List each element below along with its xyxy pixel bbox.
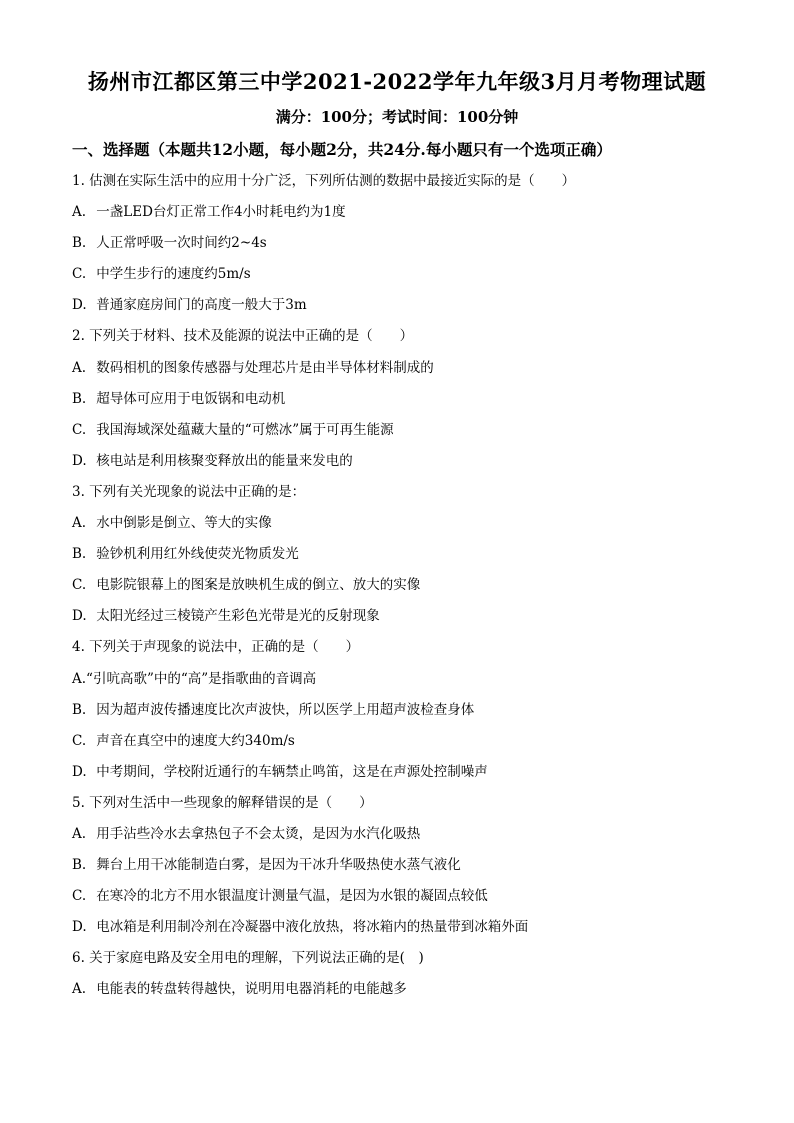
option-text: 水中倒影是倒立、等大的实像 bbox=[96, 515, 272, 532]
option-label: A. bbox=[72, 825, 87, 842]
option-label: A. bbox=[72, 515, 87, 532]
answer-option bbox=[72, 231, 732, 262]
answer-option bbox=[72, 915, 732, 946]
answer-option bbox=[72, 200, 732, 231]
option-label: B. bbox=[72, 390, 87, 407]
option-label: A. bbox=[72, 981, 87, 998]
answer-option bbox=[72, 387, 732, 418]
option-label: B. bbox=[72, 857, 87, 874]
option-text: 人正常呼吸一次时间约2~4s bbox=[96, 235, 267, 252]
page-title: 扬州市江都区第三中学2021-2022学年九年级3月月考物理试题 bbox=[87, 69, 707, 94]
answer-option bbox=[72, 356, 732, 387]
option-text: 声音在真空中的速度大约340m/s bbox=[96, 732, 295, 749]
answer-option bbox=[72, 511, 732, 542]
answer-option bbox=[72, 418, 732, 449]
question-stem: 5. 下列对生活中一些现象的解释错误的是（ ） bbox=[72, 794, 373, 811]
answer-option bbox=[72, 293, 732, 324]
option-label: C. bbox=[72, 266, 87, 283]
question-list bbox=[72, 169, 732, 1009]
option-text: 中学生步行的速度约5m/s bbox=[96, 266, 251, 283]
answer-option bbox=[72, 262, 732, 293]
exam-info: 满分：100分；考试时间：100分钟 bbox=[275, 108, 519, 126]
question-stem: 4. 下列关于声现象的说法中，正确的是（ ） bbox=[72, 639, 360, 656]
option-text: 普通家庭房间门的高度一般大于3m bbox=[96, 297, 307, 314]
answer-option bbox=[72, 604, 732, 635]
option-text: 电影院银幕上的图案是放映机生成的倒立、放大的实像 bbox=[96, 577, 421, 594]
option-label: C. bbox=[72, 421, 87, 438]
question-stem: 3. 下列有关光现象的说法中正确的是： bbox=[72, 483, 306, 500]
option-text: 超导体可应用于电饭锅和电动机 bbox=[96, 390, 286, 407]
answer-option bbox=[72, 573, 732, 604]
option-label: D. bbox=[72, 297, 87, 314]
option-text: 核电站是利用核聚变释放出的能量来发电的 bbox=[96, 452, 353, 469]
option-text: 电冰箱是利用制冷剂在冷凝器中液化放热，将冰箱内的热量带到冰箱外面 bbox=[96, 919, 529, 936]
answer-option bbox=[72, 729, 732, 760]
option-text: 中考期间，学校附近通行的车辆禁止鸣笛，这是在声源处控制噪声 bbox=[96, 763, 488, 780]
option-label: A. bbox=[72, 204, 87, 221]
answer-option bbox=[72, 667, 732, 698]
option-text: 电能表的转盘转得越快，说明用电器消耗的电能越多 bbox=[96, 981, 407, 998]
option-label: A. bbox=[72, 359, 87, 376]
option-text: 我国海域深处蕴藏大量的“可燃冰”属于可再生能源 bbox=[96, 421, 394, 438]
option-label: B. bbox=[72, 546, 87, 563]
question-stem: 1. 估测在实际生活中的应用十分广泛，下列所估测的数据中最接近实际的是（ ） bbox=[72, 173, 576, 189]
option-label: C. bbox=[72, 732, 87, 749]
option-label: D. bbox=[72, 763, 87, 780]
answer-option bbox=[72, 853, 732, 884]
option-label: A. bbox=[72, 670, 87, 687]
option-text: 在寒冷的北方不用水银温度计测量气温，是因为水银的凝固点较低 bbox=[96, 888, 488, 905]
option-text: 舞台上用干冰能制造白雾，是因为干冰升华吸热使水蒸气液化 bbox=[96, 857, 461, 874]
question-stem: 6. 关于家庭电路及安全用电的理解，下列说法正确的是( ) bbox=[72, 950, 424, 967]
answer-option bbox=[72, 698, 732, 729]
answer-option bbox=[72, 884, 732, 915]
option-label: D. bbox=[72, 919, 87, 936]
answer-option bbox=[72, 542, 732, 573]
option-label: C. bbox=[72, 577, 87, 594]
option-text: 数码相机的图象传感器与处理芯片是由半导体材料制成的 bbox=[96, 359, 434, 376]
option-label: C. bbox=[72, 888, 87, 905]
option-label: B. bbox=[72, 235, 87, 252]
option-label: D. bbox=[72, 608, 87, 625]
question-stem: 2. 下列关于材料、技术及能源的说法中正确的是（ ） bbox=[72, 328, 414, 345]
option-text: 因为超声波传播速度比次声波快，所以医学上用超声波检查身体 bbox=[96, 701, 475, 718]
option-text: 一盏LED台灯正常工作4小时耗电约为1度 bbox=[96, 204, 346, 221]
option-text: 验钞机利用红外线使荧光物质发光 bbox=[96, 546, 299, 563]
answer-option bbox=[72, 449, 732, 480]
answer-option bbox=[72, 822, 732, 853]
option-text: “引吭高歌”中的“高”是指歌曲的音调高 bbox=[86, 670, 317, 687]
answer-option bbox=[72, 977, 732, 1008]
section-heading: 一、选择题（本题共12小题，每小题2分，共24分.每小题只有一个选项正确） bbox=[72, 140, 612, 159]
answer-option bbox=[72, 760, 732, 791]
option-text: 用手沾些冷水去拿热包子不会太烫，是因为水汽化吸热 bbox=[96, 825, 421, 842]
option-label: B. bbox=[72, 701, 87, 718]
option-text: 太阳光经过三棱镜产生彩色光带是光的反射现象 bbox=[96, 608, 380, 625]
option-label: D. bbox=[72, 452, 87, 469]
